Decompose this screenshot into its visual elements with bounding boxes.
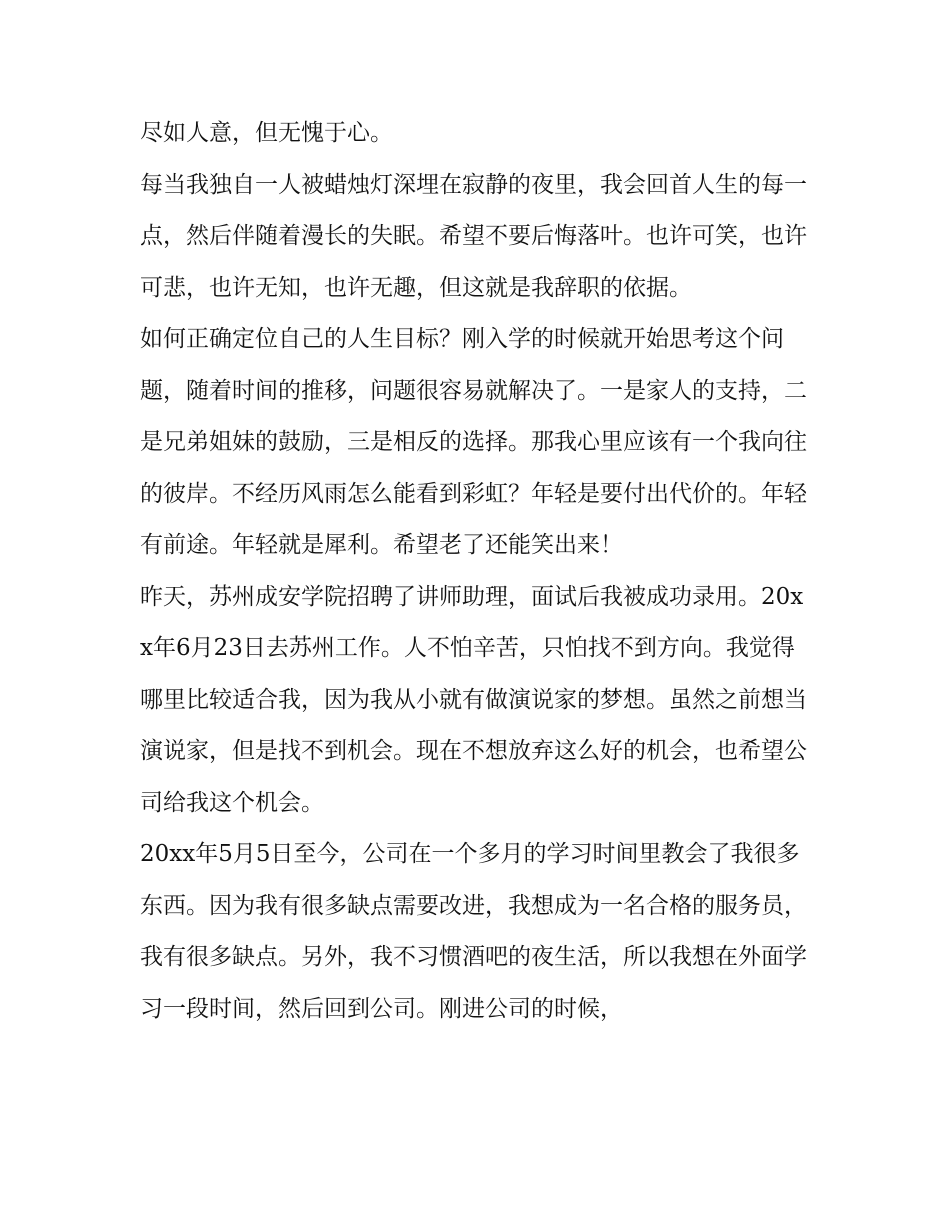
paragraph: 尽如人意，但无愧于心。 <box>140 120 393 146</box>
paragraph: 每当我独自一人被蜡烛灯深埋在寂静的夜里，我会回首人生的每一点，然后伴随着漫长的失眠。希望不要后悔落叶。也许可笑，也许可悲，也许无知，也许无趣，但这就是我辞职的依据。 <box>140 171 807 301</box>
paragraph: 昨天，苏州成安学院招聘了讲师助理，面试后我被成功录用。20xx年6月23日去苏州工作。人不怕辛苦，只怕找不到方向。我觉得哪里比较适合我，因为我从小就有做演说家的梦想。虽然之前想当演说家，但是找不到机会。现在不想放弃这么好的机会，也希望公司给我这个机会。 <box>140 583 807 816</box>
document-body <box>140 108 816 1035</box>
paragraph: 20xx年5月5日至今，公司在一个多月的学习时间里教会了我很多东西。因为我有很多缺点需要改进，我想成为一名合格的服务员，我有很多缺点。另外，我不习惯酒吧的夜生活，所以我想在外面学习一段时间，然后回到公司。刚进公司的时候， <box>140 841 807 1022</box>
paragraph: 如何正确定位自己的人生目标？刚入学的时候就开始思考这个问题，随着时间的推移，问题很容易就解决了。一是家人的支持，二是兄弟姐妹的鼓励，三是相反的选择。那我心里应该有一个我向往的彼岸。不经历风雨怎么能看到彩虹？年轻是要付出代价的。年轻有前途。年轻就是犀利。希望老了还能笑出来！ <box>140 326 807 558</box>
